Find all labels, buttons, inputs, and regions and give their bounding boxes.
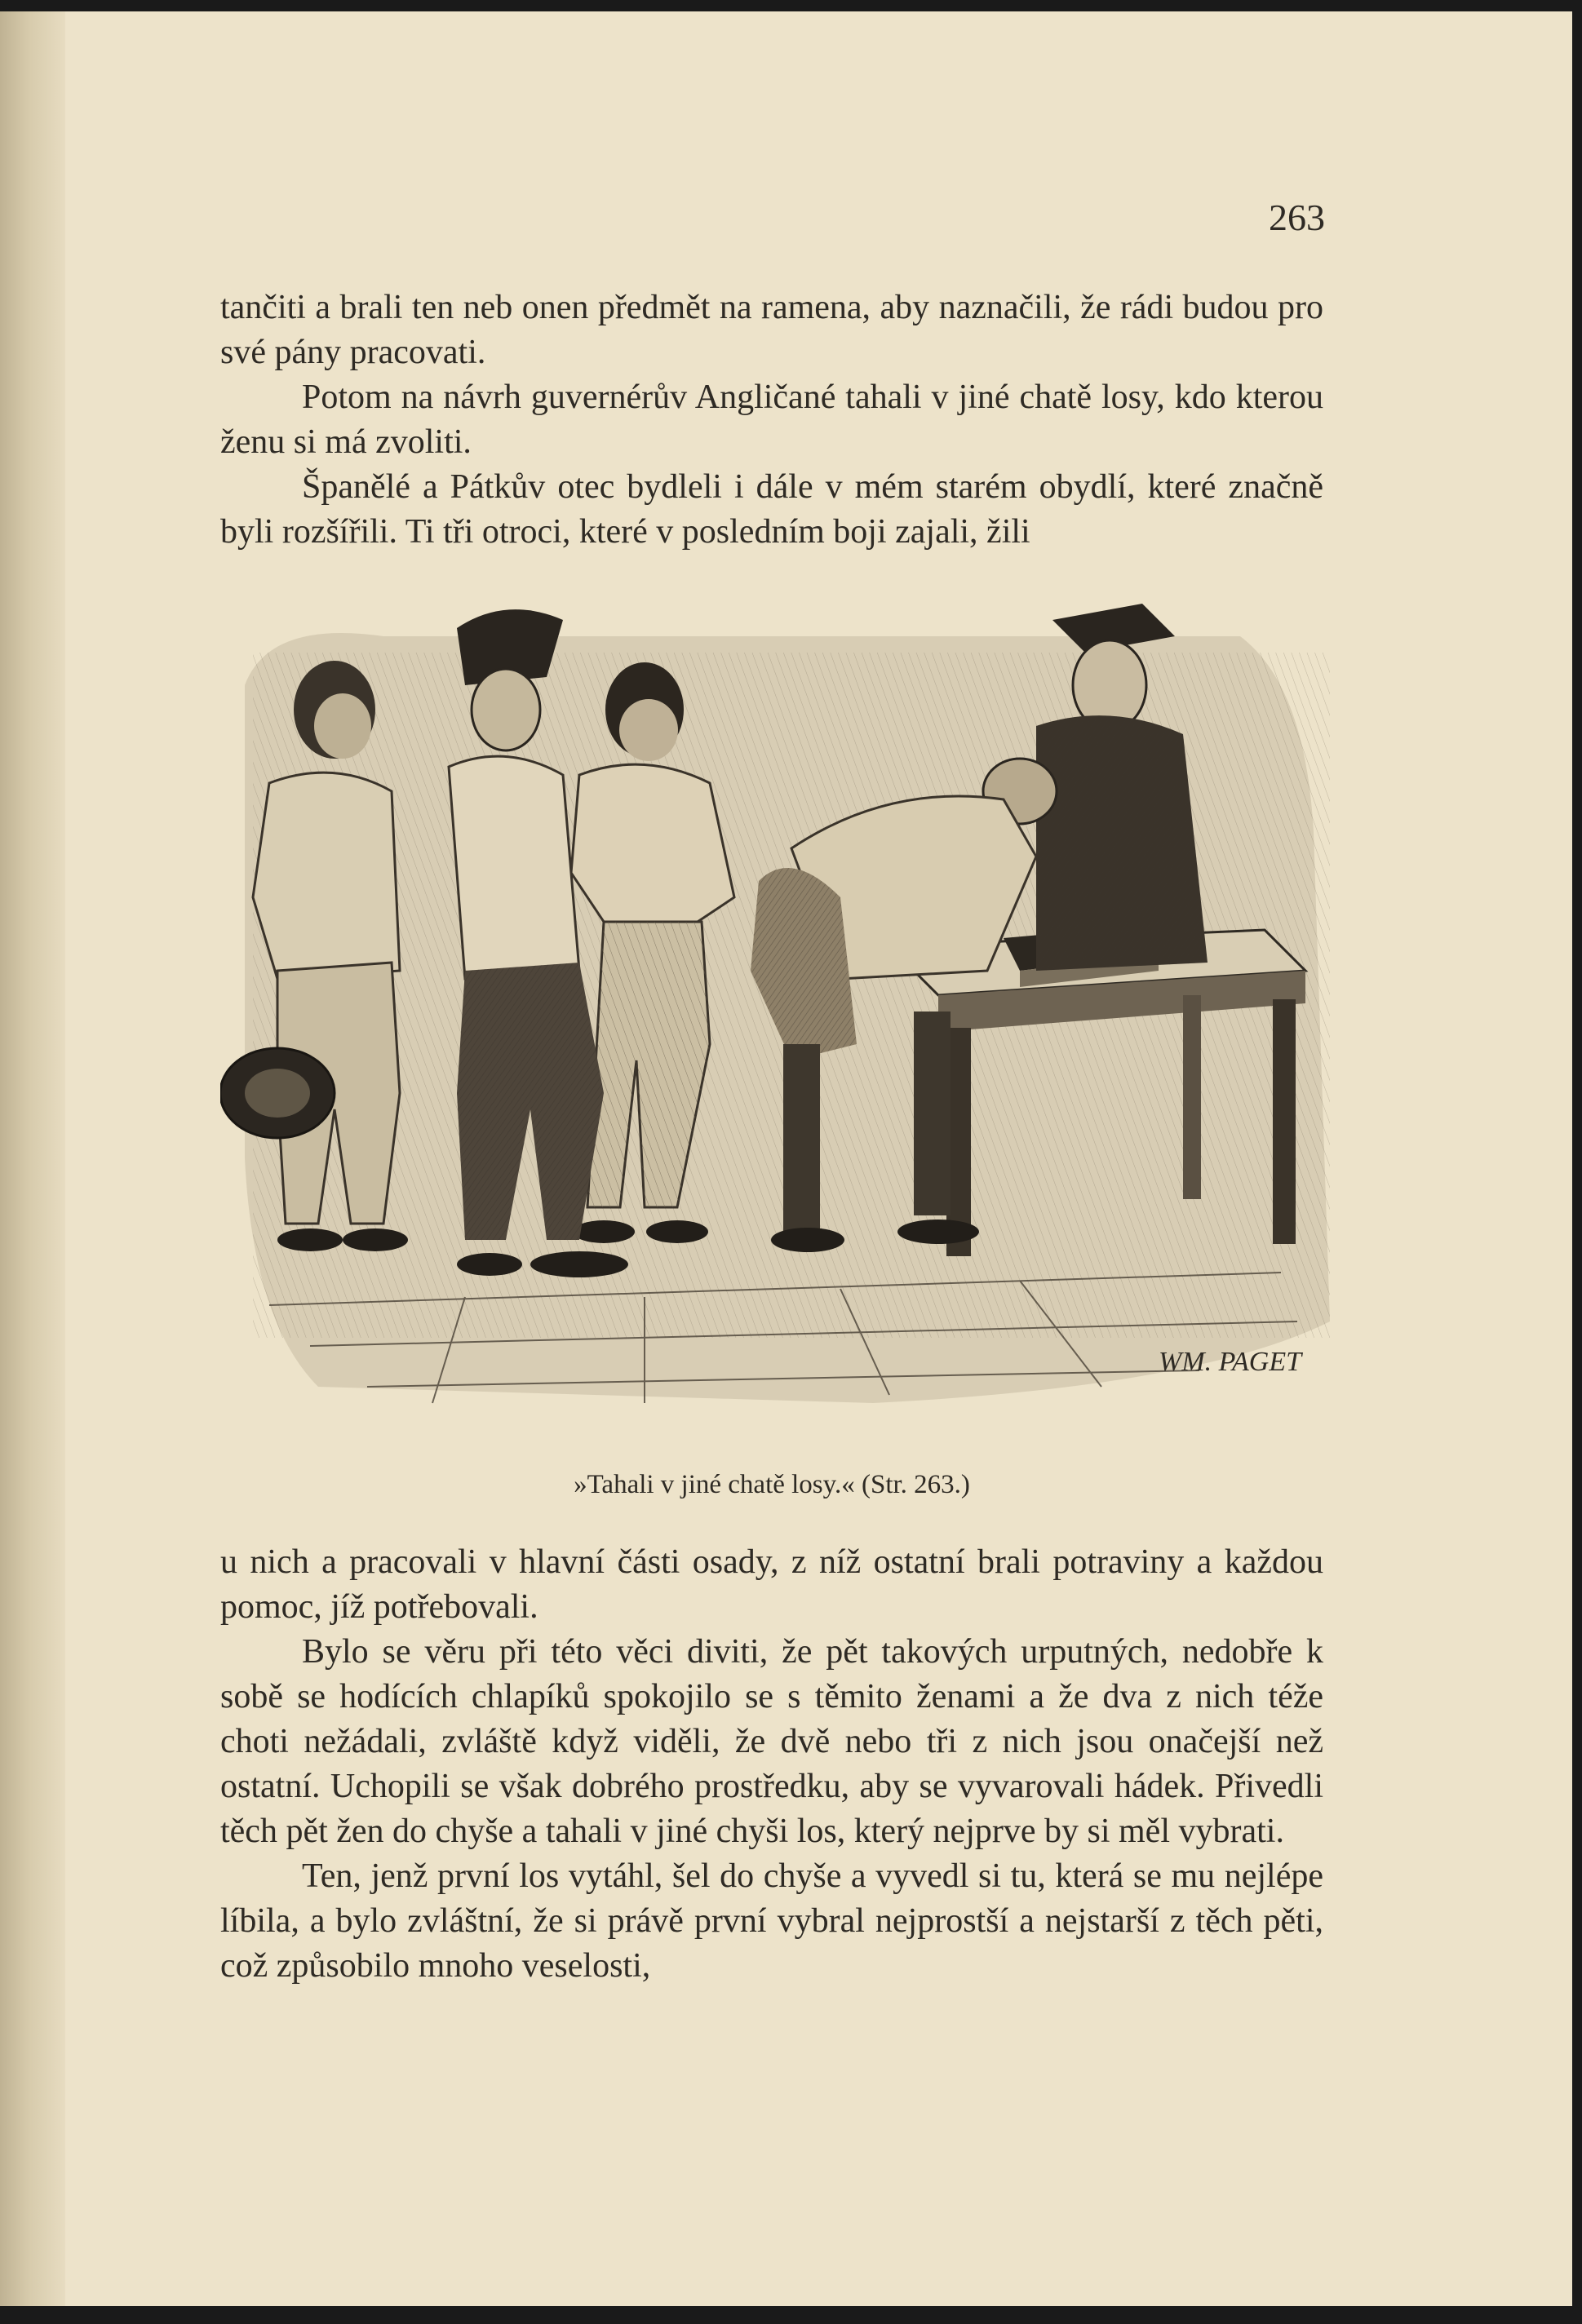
illustration-caption: »Tahali v jiné chatě losy.« (Str. 263.) [574,1470,970,1499]
scan-border-top [0,0,1582,11]
paragraph: Španělé a Pátkův otec bydleli i dále v mém starém obydlí, které značně byli rozšířili. Ti tři otroci, které v posledním boji zajali, žili [220,468,1323,551]
text-block-bottom [220,1540,1323,1989]
page-number: 263 [1269,197,1325,238]
scan-border-bottom [0,2306,1582,2324]
paragraph: Ten, jenž první los vytáhl, šel do chyše a vyvedl si tu, která se mu nejlépe líbila, a bylo zvláštní, že si právě první vybral nejprostší a nejstarší z těch pěti, což způsobilo mnoho veselosti, [220,1857,1323,1985]
paragraph: u nich a pracovali v hlavní části osady, z níž ostatní brali potraviny a každou pomoc, jíž potřebovali. [220,1543,1323,1626]
engraving-illustration [220,587,1363,1436]
artist-signature: WM. PAGET [1159,1347,1302,1377]
scan-border-right [1572,0,1582,2324]
paragraph: Bylo se věru při této věci diviti, že pět takových urputných, nedobře k sobě se hodících chlapíků spokojilo se s těmito ženami a že dva z nich téže choti nežádali, zvláště když viděli, že dvě nebo tři z nich jsou onačejší než ostatní. Uchopili se však dobrého prostředku, aby se vyvarovali hádek. Přivedli těch pět žen do chyše a tahali v jiné chyši los, který nejprve by si měl vybrati. [220,1633,1323,1850]
page-gutter [0,0,65,2324]
text-block-top [220,286,1323,555]
paragraph: tančiti a brali ten neb onen předmět na ramena, aby naznačili, že rádi budou pro své pány pracovati. [220,289,1323,371]
paragraph: Potom na návrh guvernérův Angličané tahali v jiné chatě losy, kdo kterou ženu si má zvoliti. [220,378,1323,461]
